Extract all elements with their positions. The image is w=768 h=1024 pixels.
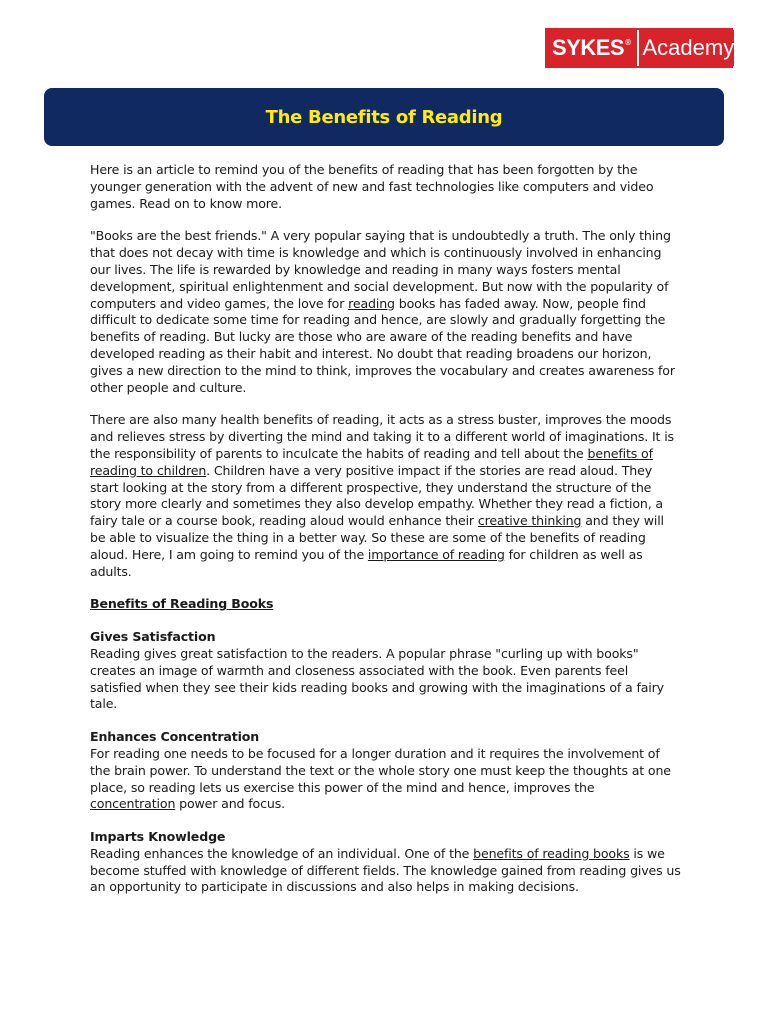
page-title: The Benefits of Reading xyxy=(265,106,503,128)
concentration-text: For reading one needs to be focused for a longer duration and it requires the involvement of the brain power. To understand the text or the whole story one must keep the thoughts at one place, so reading lets us exercise this power of the mind and hence, improves the concentration power and focus. xyxy=(90,745,671,812)
importance-of-reading-link[interactable]: importance of reading xyxy=(367,546,505,562)
benefits-heading: Benefits of Reading Books xyxy=(90,596,274,612)
benefits-of-reading-to-children-link[interactable]: benefits of reading to children xyxy=(90,445,653,478)
reading-link[interactable]: reading xyxy=(348,295,395,311)
knowledge-section xyxy=(90,829,682,896)
satisfaction-section xyxy=(90,629,682,713)
article-body xyxy=(90,162,682,912)
concentration-link[interactable]: concentration xyxy=(90,796,176,812)
satisfaction-heading: Gives Satisfaction xyxy=(90,629,216,645)
creative-thinking-link[interactable]: creative thinking xyxy=(477,513,582,529)
logo-suffix: Academy xyxy=(637,30,735,66)
knowledge-text: Reading enhances the knowledge of an individual. One of the benefits of reading books is we become stuffed with knowledge of different fields. The knowledge gained from reading gives us an opportunity to participate in discussions and also helps in making decisions. xyxy=(90,845,681,895)
concentration-heading: Enhances Concentration xyxy=(90,729,260,745)
knowledge-heading: Imparts Knowledge xyxy=(90,829,226,845)
title-banner xyxy=(44,88,724,146)
sykes-academy-logo xyxy=(545,28,733,68)
concentration-section xyxy=(90,729,682,813)
benefits-of-reading-books-link[interactable]: benefits of reading books xyxy=(473,845,630,861)
intro-paragraph: Here is an article to remind you of the benefits of reading that has been forgotten by the younger generation with the advent of new and fast technologies like computers and video games. Read on to know more. xyxy=(90,162,654,211)
health-paragraph: There are also many health benefits of reading, it acts as a stress buster, improves the moods and relieves stress by diverting the mind and taking it to a different world of imaginations. It is the responsibility of parents to inculcate the habits of reading and tell about the benefits of reading to children. Children have a very positive impact if the stories are read aloud. They start looking at the story from a different prospective, they understand the structure of the story more clearly and sometimes they also develop empathy. Whether they read a fiction, a fairy tale or a course book, reading aloud would enhance their creative thinking and they will be able to visualize the thing in a better way. So these are some of the benefits of reading aloud. Here, I am going to remind you of the importance of reading for children as well as adults. xyxy=(90,412,674,579)
satisfaction-text: Reading gives great satisfaction to the readers. A popular phrase "curling up with books" creates an image of warmth and closeness associated with the book. Even parents feel satisfied when they see their kids reading books and growing with the imaginations of a fairy tale. xyxy=(90,645,664,712)
logo-brand: SYKES® xyxy=(547,30,637,66)
books-paragraph: "Books are the best friends." A very popular saying that is undoubtedly a truth. The only thing that does not decay with time is knowledge and which is continuously involved in enhancing our lives. The life is rewarded by knowledge and reading in many ways fosters mental development, spiritual enlightenment and social development. But now with the popularity of computers and video games, the love for reading books has faded away. Now, people find difficult to dedicate some time for reading and hence, are slowly and gradually forgetting the benefits of reading. But lucky are those who are aware of the reading benefits and have developed reading as their habit and interest. No doubt that reading broadens our horizon, gives a new direction to the mind to think, improves the vocabulary and creates awareness for other people and culture. xyxy=(90,228,675,395)
